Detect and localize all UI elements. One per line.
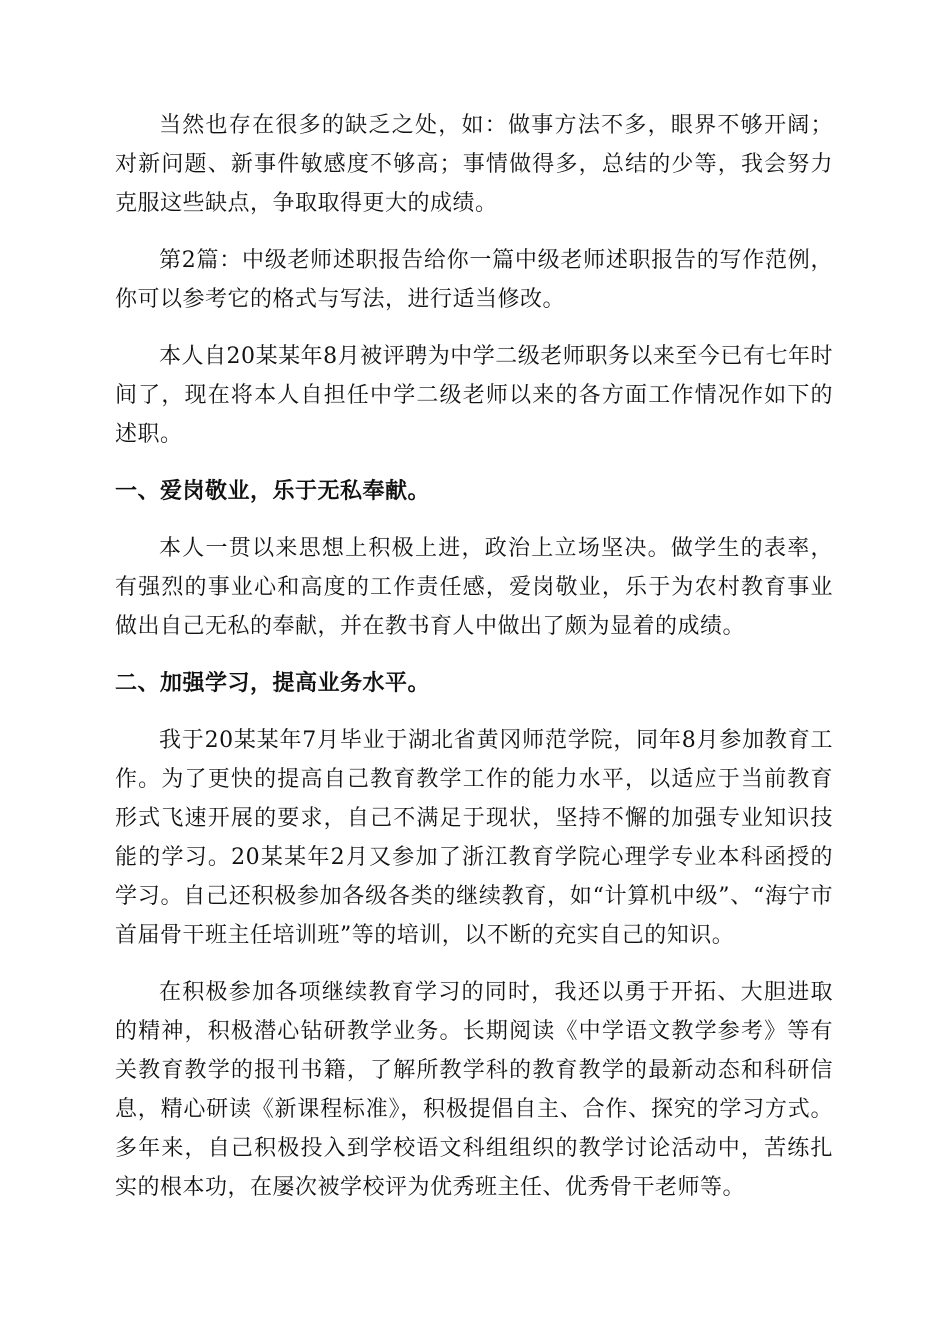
paragraph: 第2篇：中级老师述职报告给你一篇中级老师述职报告的写作范例，你可以参考它的格式与写法，进行适当修改。 — [115, 248, 833, 312]
paragraph: 本人一贯以来思想上积极上进，政治上立场坚决。做学生的表率，有强烈的事业心和高度的工作责任感，爱岗敬业，乐于为农村教育事业做出自己无私的奉献，并在教书育人中做出了颇为显着的成绩。 — [115, 536, 833, 639]
paragraph: 我于20某某年7月毕业于湖北省黄冈师范学院，同年8月参加教育工作。为了更快的提高自己教育教学工作的能力水平，以适应于当前教育形式飞速开展的要求，自己不满足于现状，坚持不懈的加强专业知识技能的学习。20某某年2月又参加了浙江教育学院心理学专业本科函授的学习。自己还积极参加各级各类的继续教育，如“计算机中级”、“海宁市首届骨干班主任培训班”等的培训，以不断的充实自己的知识。 — [115, 728, 833, 948]
paragraph: 当然也存在很多的缺乏之处，如：做事方法不多，眼界不够开阔；对新问题、新事件敏感度不够高；事情做得多，总结的少等，我会努力克服这些缺点，争取取得更大的成绩。 — [115, 113, 833, 216]
document-body — [115, 106, 833, 1225]
section-heading: 一、爱岗敬业，乐于无私奉献。 — [115, 479, 431, 504]
section-heading: 二、加强学习，提高业务水平。 — [115, 671, 431, 696]
paragraph: 在积极参加各项继续教育学习的同时，我还以勇于开拓、大胆进取的精神，积极潜心钻研教学业务。长期阅读《中学语文教学参考》等有关教育教学的报刊书籍，了解所教学科的教育教学的最新动态和科研信息，精心研读《新课程标准》，积极提倡自主、合作、探究的学习方式。多年来，自己积极投入到学校语文科组组织的教学讨论活动中，苦练扎实的根本功，在屡次被学校评为优秀班主任、优秀骨干老师等。 — [115, 980, 833, 1200]
paragraph: 本人自20某某年8月被评聘为中学二级老师职务以来至今已有七年时间了，现在将本人自担任中学二级老师以来的各方面工作情况作如下的述职。 — [115, 344, 833, 447]
